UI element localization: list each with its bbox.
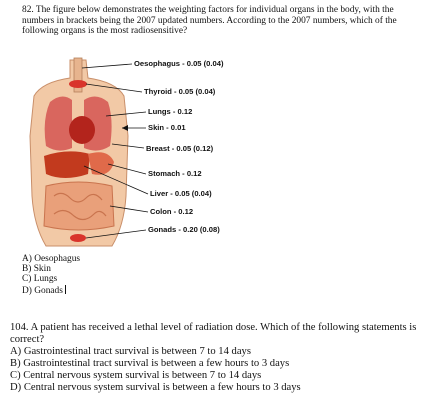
label-stomach: Stomach - 0.12 — [148, 169, 202, 178]
option-104-c[interactable]: C) Central nervous system survival is between 7 to 14 days — [10, 370, 262, 381]
option-82-d-label: D) Gonads — [22, 285, 63, 296]
liver-shape — [44, 151, 90, 178]
option-82-c[interactable]: C) Lungs — [22, 274, 58, 285]
label-lungs: Lungs - 0.12 — [148, 107, 193, 116]
gonads-shape — [70, 234, 86, 242]
option-104-b[interactable]: B) Gastrointestinal tract survival is between a few hours to 3 days — [10, 358, 290, 369]
label-oesophagus: Oesophagus - 0.05 (0.04) — [134, 59, 224, 68]
question-104-text: 104. A patient has received a lethal level of radiation dose. Which of the following statements is correct? — [10, 322, 417, 346]
thyroid-shape — [69, 80, 87, 88]
label-breast: Breast - 0.05 (0.12) — [146, 144, 214, 153]
label-gonads: Gonads - 0.20 (0.08) — [148, 225, 220, 234]
option-82-a[interactable]: A) Oesophagus — [22, 254, 81, 264]
question-82-options — [22, 254, 80, 296]
label-colon: Colon - 0.12 — [150, 207, 194, 216]
colon-shape — [44, 182, 114, 230]
organ-weighting-figure — [28, 56, 318, 254]
question-82-text: 82. The figure below demonstrates the weighting factors for individual organs in the body, with the numbers in brackets being the 2007 updated numbers. According to the 2007 numbers, which of the following organs is the most radiosensitive? — [22, 5, 397, 37]
option-104-d[interactable]: D) Central nervous system survival is between a few hours to 3 days — [10, 382, 301, 393]
option-82-d[interactable] — [22, 285, 80, 296]
label-skin: Skin - 0.01 — [148, 123, 186, 132]
label-thyroid: Thyroid - 0.05 (0.04) — [144, 87, 216, 96]
label-liver: Liver - 0.05 (0.04) — [150, 189, 212, 198]
option-82-b[interactable]: B) Skin — [22, 264, 51, 275]
text-cursor — [65, 285, 66, 294]
option-104-a[interactable]: A) Gastrointestinal tract survival is between 7 to 14 days — [10, 346, 251, 357]
heart-shape — [69, 116, 95, 144]
question-104-options — [10, 346, 301, 394]
